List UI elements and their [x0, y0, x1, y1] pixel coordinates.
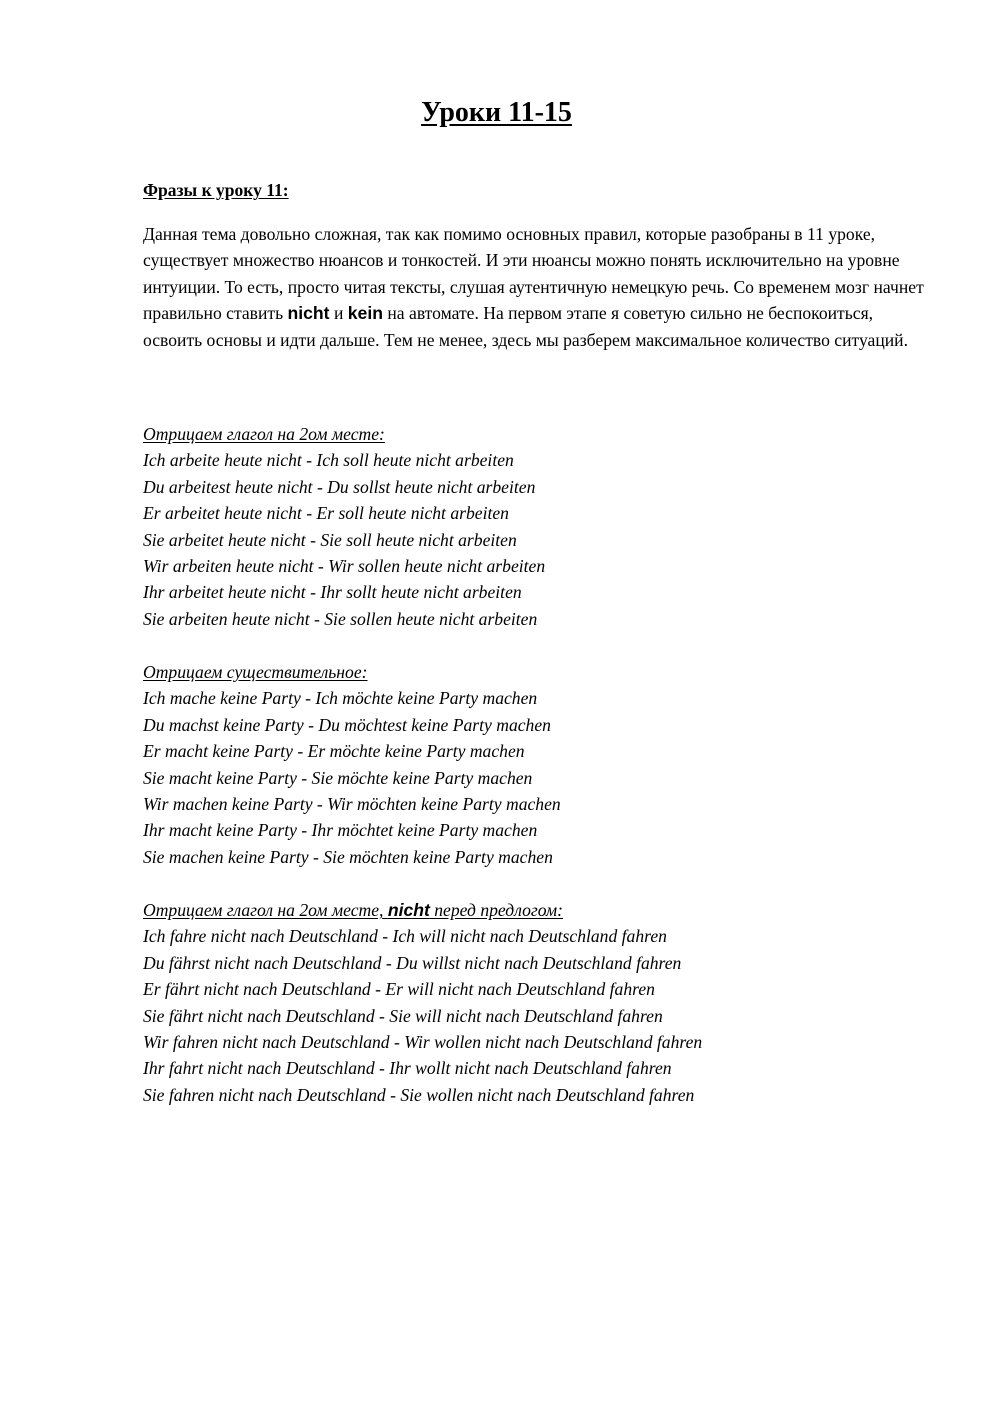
section-heading: [143, 897, 702, 923]
section-heading-part2: перед предлогом:: [429, 900, 563, 920]
section-heading: Отрицаем существительное:: [143, 662, 368, 682]
phrase-line: Wir arbeiten heute nicht - Wir sollen heute nicht arbeiten: [143, 556, 546, 577]
phrase-line: Ihr arbeitet heute nicht - Ihr sollt heute nicht arbeiten: [143, 582, 522, 603]
phrase-line: Ich arbeite heute nicht - Ich soll heute nicht arbeiten: [143, 450, 514, 471]
phrase-line: Ihr macht keine Party - Ihr möchtet keine Party machen: [143, 820, 538, 841]
phrase-line: Sie fahren nicht nach Deutschland - Sie wollen nicht nach Deutschland fahren: [143, 1084, 695, 1105]
phrase-line: Sie machen keine Party - Sie möchten keine Party machen: [143, 846, 553, 867]
page-title: [0, 93, 993, 133]
phrase-line: Sie arbeiten heute nicht - Sie sollen heute nicht arbeiten: [143, 608, 538, 629]
section-preposition-negation: [143, 897, 702, 1108]
lesson-subtitle: Фразы к уроку 11:: [143, 180, 289, 200]
phrase-line: Wir machen keine Party - Wir möchten keine Party machen: [143, 794, 561, 815]
phrase-line: Sie arbeitet heute nicht - Sie soll heute nicht arbeiten: [143, 529, 517, 550]
phrase-line: Du fährst nicht nach Deutschland - Du willst nicht nach Deutschland fahren: [143, 952, 682, 973]
phrase-line: Du arbeitest heute nicht - Du sollst heute nicht arbeiten: [143, 476, 536, 497]
section-heading-keyword: nicht: [387, 900, 430, 920]
phrase-line: Sie fährt nicht nach Deutschland - Sie will nicht nach Deutschland fahren: [143, 1005, 663, 1026]
intro-text-part2: и: [329, 303, 348, 324]
intro-text-part3: на автомате. На первом этапе я советую сильно не беспокоиться, освоить основы и идти дальше. Тем не менее, здесь мы разберем максимальное количество ситуаций.: [143, 303, 909, 350]
phrase-line: Du machst keine Party - Du möchtest keine Party machen: [143, 714, 551, 735]
page-title-text: Уроки 11-15: [421, 97, 572, 128]
section-heading: Отрицаем глагол на 2ом месте:: [143, 424, 385, 444]
phrase-line: Er fährt nicht nach Deutschland - Er will nicht nach Deutschland fahren: [143, 979, 655, 1000]
phrase-line: Er macht keine Party - Er möchte keine Party machen: [143, 741, 525, 762]
intro-keyword-nicht: nicht: [287, 303, 330, 324]
section-heading-part1: Отрицаем глагол на 2ом месте,: [143, 900, 388, 920]
section-verb-negation: [143, 421, 545, 632]
intro-text-part1: Данная тема довольно сложная, так как помимо основных правил, которые разобраны в 11 уроке, существует множество нюансов и тонкостей. И эти нюансы можно понять исключительно на уровне интуиции. То есть, просто читая тексты, слушая аутентичную немецкую речь. Со временем мозг начнет правильно ставить: [143, 224, 924, 324]
phrase-line: Sie macht keine Party - Sie möchte keine Party machen: [143, 767, 533, 788]
phrase-line: Ich fahre nicht nach Deutschland - Ich will nicht nach Deutschland fahren: [143, 926, 667, 947]
intro-paragraph: [143, 221, 933, 353]
section-noun-negation: [143, 659, 561, 870]
phrase-line: Ich mache keine Party - Ich möchte keine Party machen: [143, 688, 538, 709]
phrase-line: Ihr fahrt nicht nach Deutschland - Ihr wollt nicht nach Deutschland fahren: [143, 1058, 672, 1079]
phrase-line: Wir fahren nicht nach Deutschland - Wir wollen nicht nach Deutschland fahren: [143, 1032, 703, 1053]
intro-keyword-kein: kein: [347, 303, 383, 324]
phrase-line: Er arbeitet heute nicht - Er soll heute nicht arbeiten: [143, 503, 509, 524]
